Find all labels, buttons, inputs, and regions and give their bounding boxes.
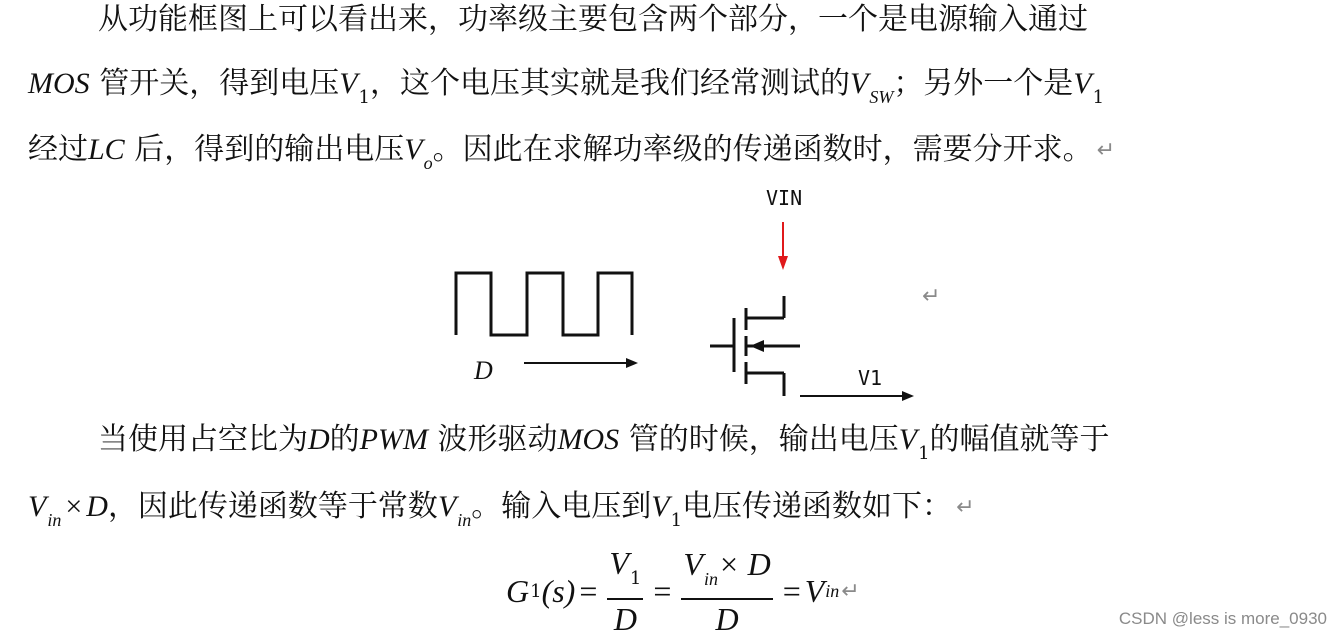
equals-sign: =: [653, 572, 672, 609]
csdn-watermark: CSDN @less is more_0930: [1118, 609, 1327, 628]
formula-arg: (s): [541, 572, 576, 609]
text-segment: 。因此在求解功率级的传递函数时，需要分开求。: [432, 132, 1093, 167]
formula-g: G: [506, 572, 530, 609]
mosfet-body-arrow: [750, 340, 764, 352]
math-sub-1: 1: [670, 510, 683, 531]
v1-arrow-head: [902, 391, 914, 401]
math-var-vo: V: [404, 133, 423, 166]
text-segment: 的: [329, 422, 360, 457]
formula-v: V: [683, 545, 703, 582]
transfer-function-formula: [506, 545, 860, 637]
math-var-d: D: [86, 490, 108, 523]
fraction-v1-over-d: [607, 544, 643, 638]
mos-term: MOS: [557, 423, 620, 456]
lc-term: LC: [88, 133, 125, 166]
formula-g-sub: 1: [530, 580, 542, 602]
mos-term: MOS: [28, 67, 90, 100]
paragraph2-line2: [28, 487, 975, 541]
formula-sub: in: [703, 568, 718, 589]
text-segment: ；另外一个是: [893, 66, 1074, 101]
paragraph-return-icon: ↵: [841, 578, 860, 603]
fraction-numerator: [681, 545, 772, 598]
pwm-term: PWM: [359, 423, 428, 456]
formula-rhs-sub: in: [825, 580, 840, 601]
math-sub-1: 1: [358, 87, 370, 108]
equals-sign: =: [782, 572, 801, 609]
paragraph-return-icon: ↵: [922, 283, 941, 308]
text-segment: 。输入电压到: [471, 489, 652, 524]
formula-times-d: × D: [717, 545, 771, 582]
math-sub-sw: SW: [869, 87, 894, 107]
fraction-denominator: D: [613, 601, 637, 637]
text-segment: 波形驱动: [427, 422, 558, 457]
math-sub-1: 1: [918, 443, 930, 464]
text-segment: ，因此传递函数等于常数: [107, 489, 438, 524]
formula-rhs-v: V: [804, 572, 825, 609]
formula-v: V: [609, 545, 629, 581]
math-sub-in: in: [47, 510, 62, 530]
duty-cycle-label: D: [474, 356, 493, 385]
math-sub-o: o: [423, 153, 433, 173]
formula-sub: 1: [629, 568, 642, 589]
math-var-vin: V: [437, 490, 457, 523]
d-arrow-head: [626, 358, 638, 368]
vin-arrow-head: [778, 256, 788, 270]
paragraph1-line1: [98, 0, 1088, 40]
fraction-vin-d-over-d: [681, 545, 772, 638]
equals-sign: =: [579, 572, 598, 609]
text-segment: 的幅值就等于: [929, 422, 1110, 457]
text-segment: ，这个电压其实就是我们经常测试的: [369, 66, 850, 101]
text-segment: 当使用占空比为: [98, 422, 308, 457]
math-sub-1: 1: [1092, 87, 1105, 108]
math-var-v1: V: [651, 490, 670, 523]
paragraph1-line3: [28, 130, 1115, 183]
fraction-numerator: [607, 544, 643, 598]
text-segment: 管开关，得到电压: [89, 66, 340, 101]
text-segment: 经过: [28, 132, 88, 167]
math-var-vin: V: [28, 490, 47, 523]
text-segment: 电压传递函数如下：: [682, 489, 953, 524]
paragraph1-line2: [28, 64, 1104, 118]
math-var-v1: V: [898, 423, 918, 456]
v1-label: V1: [858, 366, 883, 390]
paragraph1-line1-text: 从功能框图上可以看出来，功率级主要包含两个部分，一个是电源输入通过: [98, 2, 1088, 37]
text-segment: 后，得到的输出电压: [124, 132, 405, 167]
math-var-v1: V: [339, 67, 358, 100]
pwm-square-wave: [456, 273, 632, 335]
paragraph2-line1: [98, 420, 1110, 474]
paragraph-return-icon: ↵: [956, 494, 975, 519]
vin-label: VIN: [766, 186, 803, 210]
math-var-vsw: V: [849, 67, 869, 100]
times-symbol: ×: [65, 490, 83, 523]
math-sub-in: in: [457, 510, 472, 530]
paragraph-return-icon: ↵: [1096, 137, 1116, 162]
fraction-denominator: D: [715, 600, 739, 637]
math-var-d: D: [308, 423, 330, 456]
math-var-v1: V: [1073, 67, 1092, 100]
text-segment: 管的时候，输出电压: [619, 422, 899, 457]
